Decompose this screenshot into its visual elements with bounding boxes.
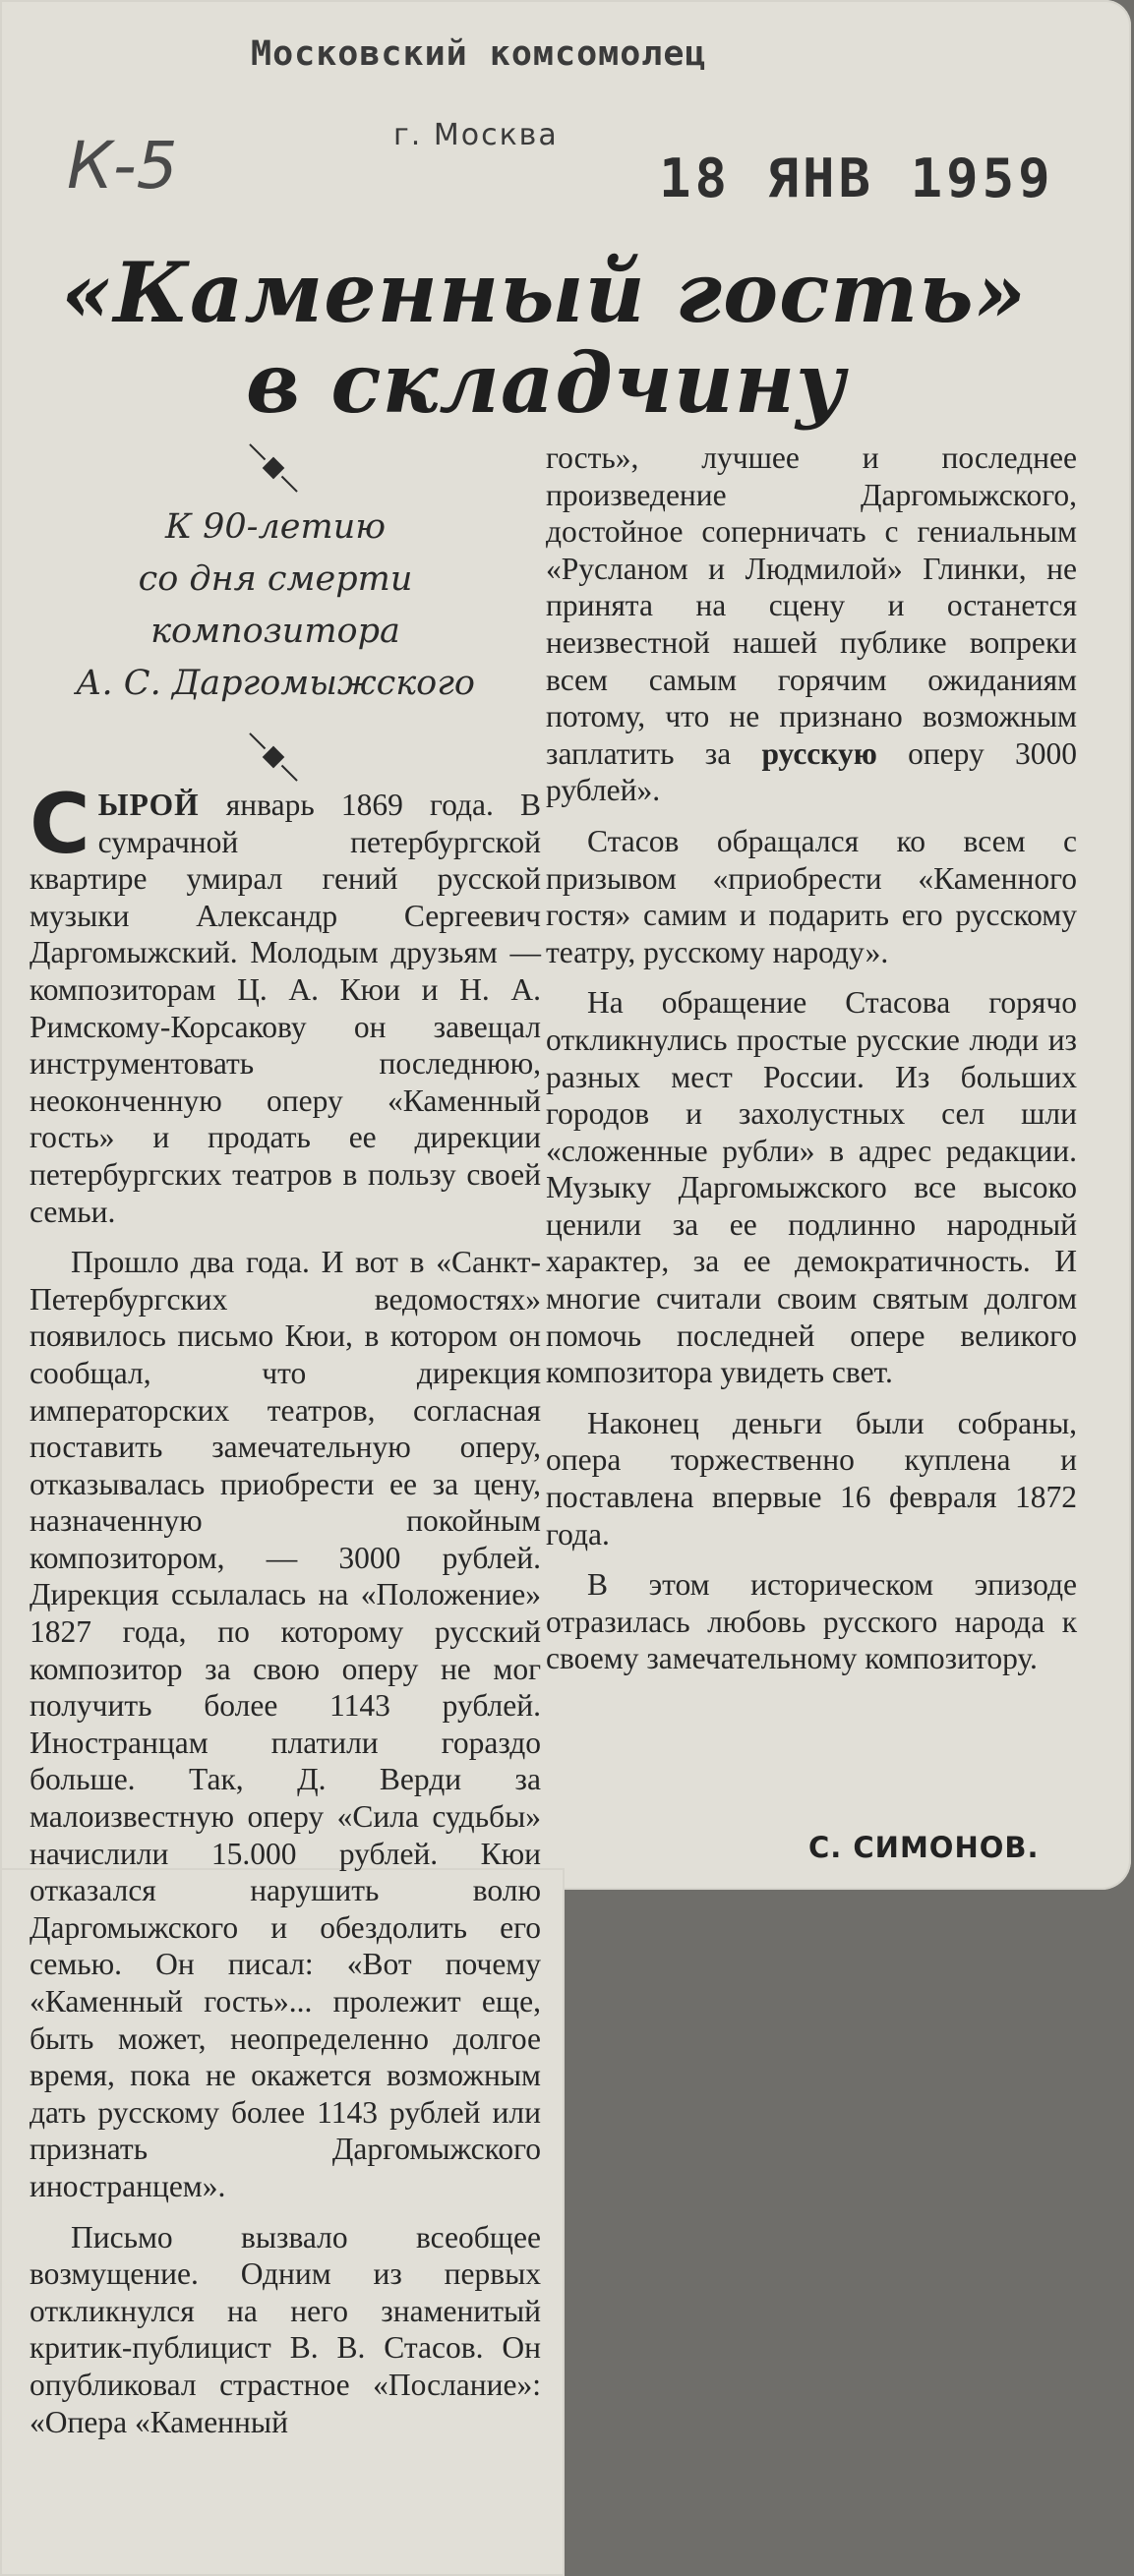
- lead-word: ЫРОЙ: [97, 788, 200, 822]
- article-paragraph: [30, 776, 541, 1230]
- article-paragraph: Стасов обращался ко всем с призывом «приобрести «Каменного гостя» самим и подарить его русскому театру, русскому народу».: [546, 823, 1077, 969]
- subtitle-line: композитора: [150, 612, 400, 651]
- paragraph-text: гость», лучшее и последнее произведение Даргомыжского, достойное соперничать с гениальным «Русланом и Людмилой» Глинки, не принята на сцену и останется неизвестной нашей публике вопреки всем самым горячим ожиданиям потому, что не признано возможным заплатить за: [546, 440, 1077, 771]
- newspaper-stamp: Московский комсомолец: [251, 34, 707, 74]
- emphasis-text: русскую: [761, 735, 877, 771]
- article-paragraph: [546, 439, 1077, 809]
- article-paragraph: Письмо вызвало всеобщее возмущение. Одним из первых откликнулся на него знаменитый критик-публицист В. В. Стасов. Он опубликовал страстное «Послание»: «Опера «Каменный: [30, 2219, 541, 2439]
- subtitle-line: со дня смерти: [138, 559, 413, 599]
- subtitle-line: К 90-летию: [164, 507, 387, 547]
- paragraph-text: январь 1869 года. В сумрачной петербургской квартире умирал гений русской музыки Александр Сергеевич Даргомыжский. Молодым друзьям — композиторам Ц. А. Кюи и Н. А. Римскому-Корсакову он завещал инструментовать последнюю, неоконченную оперу «Каменный гость» и продать ее дирекции петербургских театров в пользу своей семьи.: [30, 788, 541, 1229]
- headline-line-1: «Каменный гость»: [61, 244, 1028, 341]
- paragraph-text: оперу 3000 рублей».: [546, 735, 1077, 808]
- author-signature: С. СИМОНОВ.: [808, 1831, 1040, 1864]
- article-paragraph: Наконец деньги были собраны, опера торжественно куплена и поставлена впервые 16 февраля 1872 года.: [546, 1405, 1077, 1551]
- date-stamp: 18 ЯНВ 1959: [659, 147, 1054, 209]
- article-column-left: [30, 776, 541, 2454]
- subtitle: [49, 501, 502, 710]
- article-paragraph: На обращение Стасова горячо откликнулись простые русские люди из разных мест России. Из больших городов и захолустных сел шли «сложенные рубли» в адрес редакции. Музыку Даргомыжского все высоко ценили за ее подлинно народный характер, за ее демократичность. И многие считали своим святым долгом помочь последней опере великого композитора увидеть свет.: [546, 985, 1077, 1390]
- subtitle-line: А. С. Даргомыжского: [76, 664, 475, 703]
- headline-line-2: в складчину: [246, 334, 847, 432]
- article-paragraph: В этом историческом эпизоде отразилась любовь русского народа к своему замечательному композитору.: [546, 1567, 1077, 1676]
- drop-cap: С: [30, 776, 90, 872]
- city-stamp: г. Москва: [393, 118, 559, 152]
- article-column-right: [546, 439, 1077, 1691]
- article-paragraph: Прошло два года. И вот в «Санкт-Петербургских ведомостях» появилось письмо Кюи, в котором он сообщал, что дирекция императорских театров, согласная поставить замечательную оперу, отказывалась приобрести ее за цену, назначенную покойным композитором, — 3000 рублей. Дирекция ссылалась на «Положение» 1827 года, по которому русский композитор за свою оперу не мог получить более 1143 рублей. Иностранцам платили гораздо больше. Так, Д. Верди за малоизвестную оперу «Сила судьбы» начислили 15.000 рублей. Кюи отказался нарушить волю Даргомыжского и обездолить его семью. Он писал: «Вот почему «Каменный гость»... пролежит еще, быть может, неопределенно долгое время, пока не окажется возможным дать русскому более 1143 рублей или признать Даргомыжского иностранцем».: [30, 1245, 541, 2203]
- pencil-mark: К-5: [67, 128, 178, 204]
